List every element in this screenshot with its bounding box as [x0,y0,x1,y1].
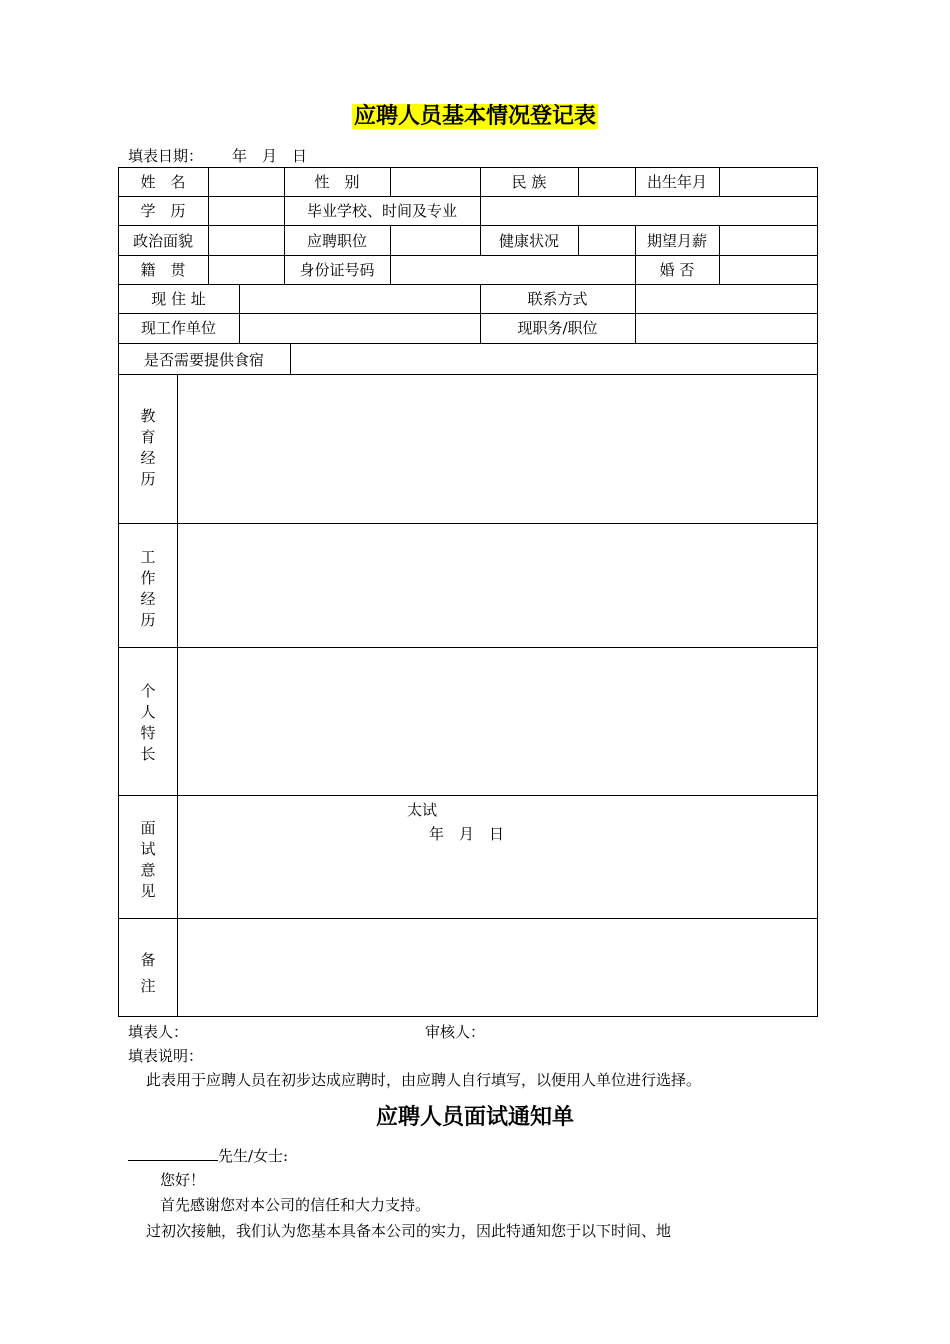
fill-date-ymd: 年 月 日 [232,147,308,165]
label-position-applied: 应聘职位 [306,232,367,250]
notice-line-2: 过初次接触，我们认为您基本具备本公司的实力，因此特通知您于以下时间、地 [146,1222,672,1240]
registration-table [118,167,818,1017]
label-education: 学 历 [140,202,186,220]
label-health: 健康状况 [498,232,559,250]
notes-text: 此表用于应聘人员在初步达成应聘时，由应聘人自行填写，以便用人单位进行选择。 [146,1071,702,1089]
label-gender: 性 别 [314,173,360,191]
interview-date: 年 月 日 [429,825,505,843]
name-blank-line [128,1160,218,1161]
greeting: 您好！ [160,1171,206,1189]
filler-label: 填表人： [128,1023,189,1041]
label-political: 政治面貌 [132,232,193,250]
section-work-history: 工 作 经 历 [140,548,156,629]
reviewer-label: 审核人： [425,1023,486,1041]
label-employer: 现工作单位 [140,319,216,337]
section-edu-history: 教 育 经 历 [140,407,156,488]
fill-date-label: 填表日期： [128,147,204,165]
notice-title: 应聘人员面试通知单 [375,1104,574,1130]
label-school: 毕业学校、时间及专业 [306,202,457,220]
salutation: 先生/女士: [218,1147,289,1165]
label-birth: 出生年月 [646,173,707,191]
notes-label: 填表说明： [128,1047,204,1065]
label-ethnicity: 民 族 [511,173,547,191]
notice-line-1: 首先感谢您对本公司的信任和大力支持。 [160,1196,431,1214]
form-title: 应聘人员基本情况登记表 [353,104,596,129]
label-hometown: 籍 贯 [140,261,186,279]
label-current-position: 现职务/职位 [517,319,598,337]
label-lodging: 是否需要提供食宿 [143,351,264,369]
label-address: 现 住 址 [151,290,206,308]
label-marital: 婚 否 [659,261,695,279]
label-salary: 期望月薪 [646,232,707,250]
section-remarks: 备 注 [140,951,156,995]
section-skills: 个 人 特 长 [140,682,156,763]
label-name: 姓 名 [140,173,186,191]
label-contact: 联系方式 [527,290,588,308]
label-id-number: 身份证号码 [299,261,375,279]
interview-overlap-text: 太试 [407,801,438,819]
section-interview: 面 试 意 见 [140,819,156,900]
